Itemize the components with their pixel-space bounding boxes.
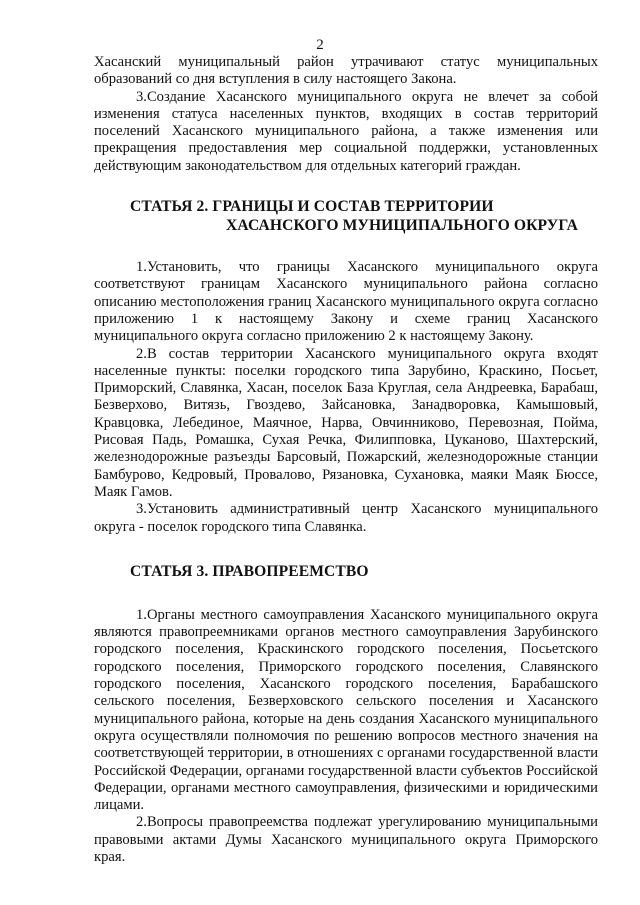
paragraph-article2-item1: 1.Установить, что границы Хасанского муниципального округа соответствуют границам Хасанского муниципального района согласно описанию местоположения границ Хасанского муниципального округа согласно приложению 1 к настоящему Закону и схеме границ Хасанского муниципального округа согласно приложению 2 к настоящему Закону. — [94, 259, 598, 345]
paragraph-article3-item1: 1.Органы местного самоуправления Хасанского муниципального округа являются правопреемниками органов местного самоуправления Зарубинского городского поселения, Краскинского городского поселения, Посьетского городского поселения, Приморского городского поселения, Славянского городского поселения, Хасанского городского поселения, Барабашского сельского поселения, Безверховского сельского поселения и Хасанского муниципального района, которые на день создания Хасанского муниципального округа осуществляли полномочия по решению вопросов местного значения на соответствующей территории, в отношениях с органами государственной власти Российской Федерации, органами государственной власти субъектов Российской Федерации, органами местного самоуправления, физическими и юридическими лицами. — [94, 606, 598, 814]
article2-heading-line1: СТАТЬЯ 2. ГРАНИЦЫ И СОСТАВ ТЕРРИТОРИИ — [130, 198, 494, 216]
paragraph-article2-item2: 2.В состав территории Хасанского муниципального округа входят населенные пункты: поселки городского типа Зарубино, Краскино, Посьет, Приморский, Славянка, Хасан, поселок База Круглая, села Андреевка, Барабаш, Безверхово, Витязь, Гвоздево, Зайсановка, Занадворовка, Камышовый, Кравцовка, Лебединое, Маячное, Нарва, Овчинниково, Перевозная, Пойма, Рисовая Падь, Ромашка, Сухая Речка, Филипповка, Цуканово, Шахтерский, железнодорожные разъезды Барсовый, Пожарский, железнодорожные станции Бамбурово, Кедровый, Провалово, Рязановка, Сухановка, маяки Маяк Бюссе, Маяк Гамов. — [94, 345, 598, 500]
page-number: 2 — [316, 37, 324, 53]
paragraph-article1-item3: 3.Создание Хасанского муниципального округа не влечет за собой изменения статуса населенных пунктов, входящих в состав территорий поселений Хасанского муниципального района, а также изменения или прекращения предоставления мер социальной поддержки, установленных действующим законодательством для отдельных категорий граждан. — [94, 88, 598, 174]
paragraph-article3-item2: 2.Вопросы правопреемства подлежат урегулированию муниципальными правовыми актами Думы Хасанского муниципального округа Приморского края. — [94, 814, 598, 865]
article3-heading: СТАТЬЯ 3. ПРАВОПРЕЕМСТВО — [130, 562, 369, 580]
article2-heading-line2: ХАСАНСКОГО МУНИЦИПАЛЬНОГО ОКРУГА — [226, 217, 579, 235]
paragraph-intro-continuation: Хасанский муниципальный район утрачивают статус муниципальных образований со дня вступления в силу настоящего Закона. — [94, 54, 598, 88]
paragraph-article2-item3: 3.Установить административный центр Хасанского муниципального округа - поселок городского типа Славянка. — [94, 501, 598, 535]
document-body — [94, 54, 598, 866]
article2-heading — [94, 197, 598, 235]
